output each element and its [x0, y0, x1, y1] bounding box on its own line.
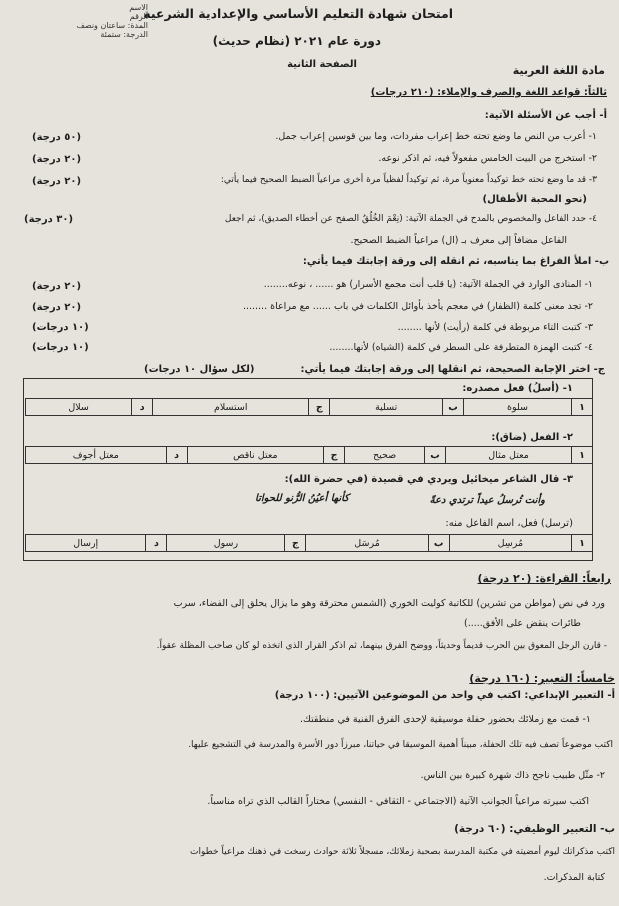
section3-heading: ثالثاً: قواعد اللغة والصرف والإملاء: (٢١٠ درجات) [370, 87, 607, 98]
q-a4: ٤- حدد الفاعل والمخصوص بالمدح في الجملة الآتية: (نِعْمَ الخُلُقُ الصفح عن أخطاء الصديق)، ثم اجعل [224, 214, 597, 224]
subject-label: مادة اللغة العربية [512, 64, 605, 77]
mcq2-option-a[interactable]: معتل مثال [446, 447, 572, 464]
q-a2-mark: (٢٠ درجة) [32, 154, 82, 165]
q-b2-mark: (٢٠ درجة) [32, 302, 82, 313]
section5-heading: خامساً: التعبير: (١٦٠ درجة) [469, 672, 615, 685]
q-b2: ٢- تجد معنى كلمة (الظفار) في معجم يأخذ بأوائل الكلمات في باب ...... مع مراعاة ........ [242, 301, 593, 312]
mcq-row-number: ١ [572, 447, 593, 464]
q-b1-mark: (٢٠ درجة) [32, 281, 82, 292]
mcq3-letter-c: ج [285, 535, 306, 552]
part-b-label: ب- املأ الفراغ بما يناسبه، ثم انقله إلى ورقة إجابتك فيما يأتي: [302, 256, 609, 267]
mcq3-verse-left: كأنها أعيُنُ الرُّنو للحواتا [255, 493, 349, 504]
q-a1: ١- أعرب من النص ما وضع تحته خط إعراب مفردات، وما بين قوسين إعراب جمل. [275, 131, 597, 142]
mcq2-letter-c: ج [324, 447, 345, 464]
reading-line-2: طائرات ينقض على الأفق.....) [464, 618, 581, 629]
part-a-label: أ- أجب عن الأسئلة الآتية: [484, 110, 607, 121]
part-c-label: ج- اختر الإجابة الصحيحة، ثم انقلها إلى ورقة إجابتك فيما يأتي: [300, 364, 605, 375]
mcq1-stem: ١- (أسلُ) فعل مصدره: [462, 383, 573, 394]
mcq3-options [25, 534, 593, 552]
section5-part-a-label: أ- التعبير الإبداعي: اكتب في واحد من الموضوعين الآتيين: (١٠٠ درجة) [274, 690, 615, 701]
functional-writing-task-cont: كتابة المذكرات. [543, 872, 605, 883]
mcq3-sub: (ترسل) فعل، اسم الفاعل منه: [445, 518, 573, 529]
student-name-label: الاسم [129, 3, 148, 12]
mcq3-option-b[interactable]: مُرسَل [306, 535, 428, 552]
essay-topic-2-task: اكتب سيرته مراعياً الجوانب الآتية (الاجتماعي - الثقافي - النفسي) مختاراً القالب الذي تراه مناسباً. [207, 796, 589, 807]
mcq-row-number: ١ [572, 535, 593, 552]
mcq3-stem: ٣- قال الشاعر ميخائيل ويردي في قصيدة (في حضرة الله): [284, 474, 573, 485]
mcq3-option-d[interactable]: إرسال [26, 535, 146, 552]
mcq3-verse-right: وأنت تُرسلُ عيداً ترتدي دعةً [429, 495, 545, 506]
reading-line-1: ورد في نص (مواطن من تشرين) للكاتبة كوليت الخوري (الشمس محترقة وهو ما يزال يحلق إلى الفضاء، سرب [173, 598, 605, 609]
mcq1-options [25, 398, 593, 416]
mcq1-letter-c: ج [309, 399, 330, 416]
mcq3-option-c[interactable]: رسول [167, 535, 285, 552]
student-info [38, 3, 148, 39]
q-a2: ٢- استخرج من البيت الخامس مفعولاً فيه، ثم اذكر نوعه. [378, 153, 597, 164]
mcq1-option-b[interactable]: تسلية [330, 399, 443, 416]
functional-writing-task: اكتب مذكراتك ليوم أمضيته في مكتبة المدرسة بصحبة زملائك، مسجلاً ثلاثة حوادث رسخت في ذهنك مراعياً خطوات [190, 847, 615, 857]
mcq3-letter-b: ب [428, 535, 449, 552]
duration-label: المدة: ساعتان ونصف [76, 21, 148, 30]
student-number-label: الرقم [129, 12, 148, 21]
mcq3-option-a[interactable]: مُرسِل [449, 535, 571, 552]
section4-heading: رابعاً: القراءة: (٢٠ درجة) [477, 572, 611, 585]
q-b3-mark: (١٠ درجات) [32, 322, 89, 333]
q-a3-sentence: (نحو المحبة الأطفال) [482, 194, 587, 205]
q-a1-mark: (٥٠ درجة) [32, 132, 82, 143]
mcq1-letter-d: د [132, 399, 153, 416]
essay-topic-2: ٢- مثّل طبيب ناجح ذاك شهرة كبيرة بين الناس. [420, 770, 605, 781]
mcq1-option-c[interactable]: استسلام [153, 399, 309, 416]
q-a3-mark: (٢٠ درجة) [32, 176, 82, 187]
essay-topic-1-task: اكتب موضوعاً تصف فيه تلك الحفلة، مبيناً أهمية الموسيقا في حياتنا، مبرزاً دور الأسرة والمدرسة في التشجيع عليها. [188, 740, 613, 750]
q-b4-mark: (١٠ درجات) [32, 342, 89, 353]
mcq2-letter-d: د [166, 447, 187, 464]
reading-question: - قارن الرجل المعوق بين الحرب قديماً وحديثاً، ووضح الفرق بينهما، ثم اذكر القرار الذي اتخذه لو كان صاحب المظلة عقواً. [156, 641, 607, 651]
essay-topic-1: ١- قمت مع زملائك بحضور حفلة موسيقية لإحدى الفرق الفنية في منطقتك. [299, 714, 591, 725]
q-a4-cont: الفاعل مضافاً إلى معرف بـ (ال) مراعياً الضبط الصحيح. [350, 235, 567, 246]
q-a3: ٣- قد ما وضع تحته خط توكيداً معنوياً مرة، ثم توكيداً لفظياً مرة أخرى مراعياً الضبط الصحيح فيما يأتي: [220, 175, 597, 185]
mcq3-letter-d: د [146, 535, 167, 552]
q-b3: ٣- كتبت التاء مربوطة في كلمة (رأيت) لأنها ........ [397, 322, 593, 333]
total-mark-label: الدرجة: ستمئة [100, 30, 148, 39]
exam-session: دورة عام ٢٠٢١ (نظام حديث) [212, 34, 381, 48]
q-a4-mark: (٣٠ درجة) [24, 214, 74, 225]
mcq1-option-d[interactable]: سلال [26, 399, 132, 416]
mcq2-stem: ٢- الفعل (ضاق): [491, 432, 573, 443]
mcq2-option-b[interactable]: صحيح [345, 447, 425, 464]
page-label: الصفحة الثانية [287, 59, 357, 70]
mcq2-option-c[interactable]: معتل ناقص [187, 447, 323, 464]
q-b4: ٤- كتبت الهمزة المتطرفة على السطر في كلمة (الشياه) لأنها........ [329, 342, 593, 353]
mcq2-option-d[interactable]: معتل أجوف [26, 447, 167, 464]
mcq2-options [25, 446, 593, 464]
mcq1-letter-b: ب [443, 399, 464, 416]
section5-part-b-label: ب- التعبير الوظيفي: (٦٠ درجة) [454, 823, 615, 835]
mcq-row-number: ١ [572, 399, 593, 416]
exam-title: امتحان شهادة التعليم الأساسي والإعدادية الشرعية [143, 6, 453, 21]
mcq2-letter-b: ب [425, 447, 446, 464]
q-b1: ١- المنادى الوارد في الجملة الآتية: (يا قلب أنت مجمع الأسرار) هو ...... ، نوعه........ [263, 279, 593, 290]
part-c-mark: (لكل سؤال ١٠ درجات) [144, 364, 255, 375]
mcq1-option-a[interactable]: سلوة [464, 399, 572, 416]
